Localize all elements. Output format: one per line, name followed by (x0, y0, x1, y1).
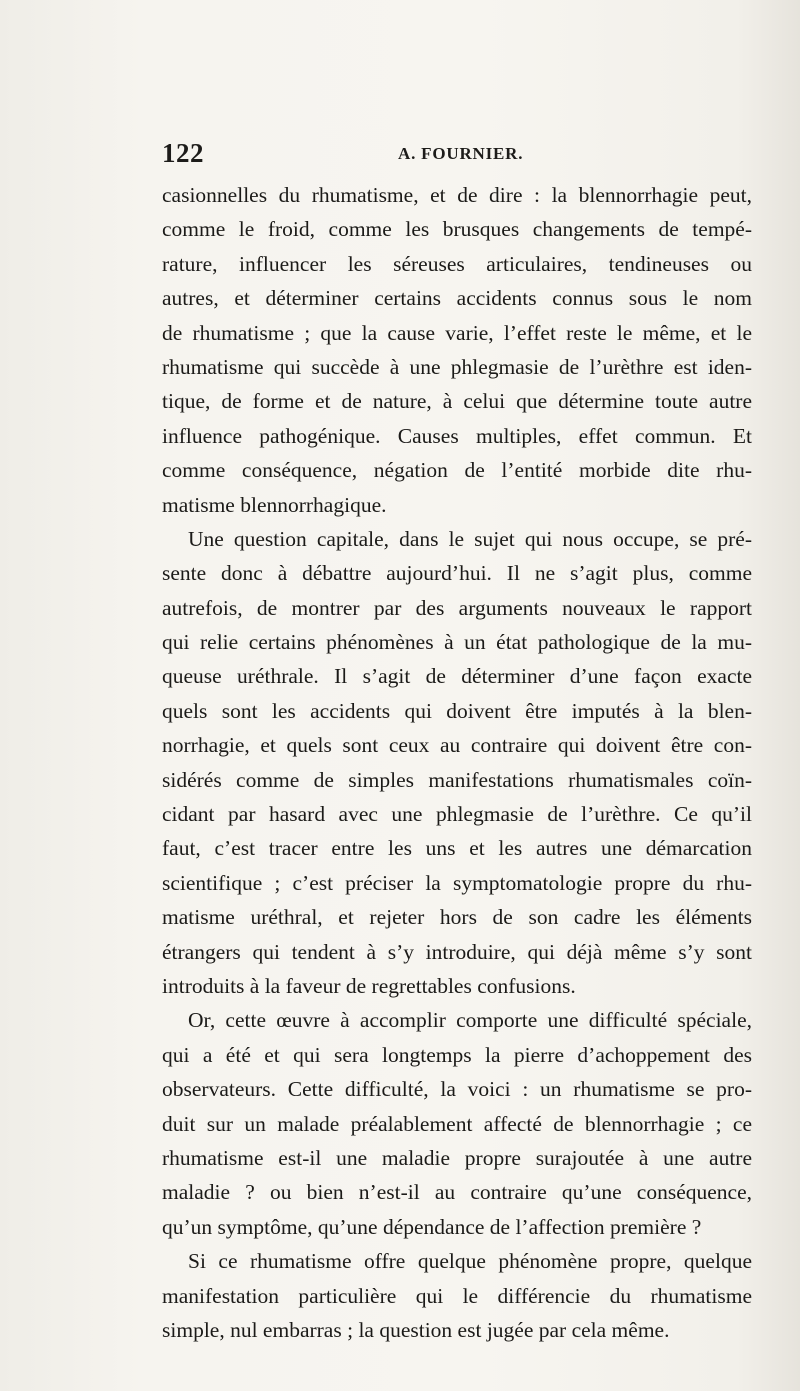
text-line: introduits à la faveur de regrettables confusions. (162, 973, 576, 998)
text-line: influence pathogénique. Causes multiples, effet commun. Et (162, 423, 752, 448)
text-line: duit sur un malade préalablement affecté de blennorrhagie ; ce (162, 1111, 752, 1136)
paragraph-start-line: Si ce rhumatisme offre quelque phénomène propre, quelque (188, 1249, 752, 1274)
text-line: simple, nul embarras ; la question est jugée par cela même. (162, 1317, 670, 1342)
text-line: scientifique ; c’est préciser la symptomatologie propre du rhu- (162, 870, 752, 895)
text-line: comme le froid, comme les brusques changements de tempé- (162, 217, 752, 242)
text-line: rhumatisme est-il une maladie propre surajoutée à une autre (162, 1145, 752, 1170)
text-line: queuse uréthrale. Il s’agit de déterminer d’une façon exacte (162, 664, 752, 689)
text-line: rhumatisme qui succède à une phlegmasie de l’urèthre est iden- (162, 354, 752, 379)
text-line: qui a été et qui sera longtemps la pierre d’achoppement des (162, 1042, 752, 1067)
text-line: rature, influencer les séreuses articulaires, tendineuses ou (162, 251, 752, 276)
text-line: cidant par hasard avec une phlegmasie de l’urèthre. Ce qu’il (162, 802, 752, 827)
text-line: étrangers qui tendent à s’y introduire, qui déjà même s’y sont (162, 939, 752, 964)
text-line: observateurs. Cette difficulté, la voici : un rhumatisme se pro- (162, 1077, 752, 1102)
text-line: norrhagie, et quels sont ceux au contraire qui doivent être con- (162, 733, 752, 758)
text-line: quels sont les accidents qui doivent être imputés à la blen- (162, 698, 752, 723)
text-line: matisme uréthral, et rejeter hors de son cadre les éléments (162, 905, 752, 930)
text-line: faut, c’est tracer entre les uns et les autres une démarcation (162, 836, 752, 861)
text-line: maladie ? ou bien n’est-il au contraire qu’une conséquence, (162, 1180, 752, 1205)
text-line: qu’un symptôme, qu’une dépendance de l’affection première ? (162, 1214, 702, 1239)
text-line: tique, de forme et de nature, à celui que détermine toute autre (162, 389, 752, 414)
paragraph-start-line: Une question capitale, dans le sujet qui nous occupe, se pré- (188, 526, 752, 551)
paragraph-start-line: Or, cette œuvre à accomplir comporte une difficulté spéciale, (188, 1008, 752, 1033)
page-number: 122 (162, 138, 204, 168)
text-line: comme conséquence, négation de l’entité morbide dite rhu- (162, 458, 752, 483)
text-line: autrefois, de montrer par des arguments nouveaux le rapport (162, 595, 752, 620)
page-header (162, 138, 752, 178)
text-line: matisme blennorrhagique. (162, 492, 387, 517)
text-line: manifestation particulière qui le différencie du rhumatisme (162, 1283, 752, 1308)
body-text (162, 178, 752, 1347)
text-line: qui relie certains phénomènes à un état pathologique de la mu- (162, 630, 752, 655)
text-line: sente donc à débattre aujourd’hui. Il ne s’agit plus, comme (162, 561, 752, 586)
text-line: casionnelles du rhumatisme, et de dire : la blennorrhagie peut, (162, 183, 752, 207)
running-head: A. FOURNIER. (398, 144, 524, 163)
text-line: de rhumatisme ; que la cause varie, l’effet reste le même, et le (162, 320, 752, 345)
text-line: autres, et déterminer certains accidents connus sous le nom (162, 286, 752, 311)
text-line: sidérés comme de simples manifestations rhumatismales coïn- (162, 767, 752, 792)
